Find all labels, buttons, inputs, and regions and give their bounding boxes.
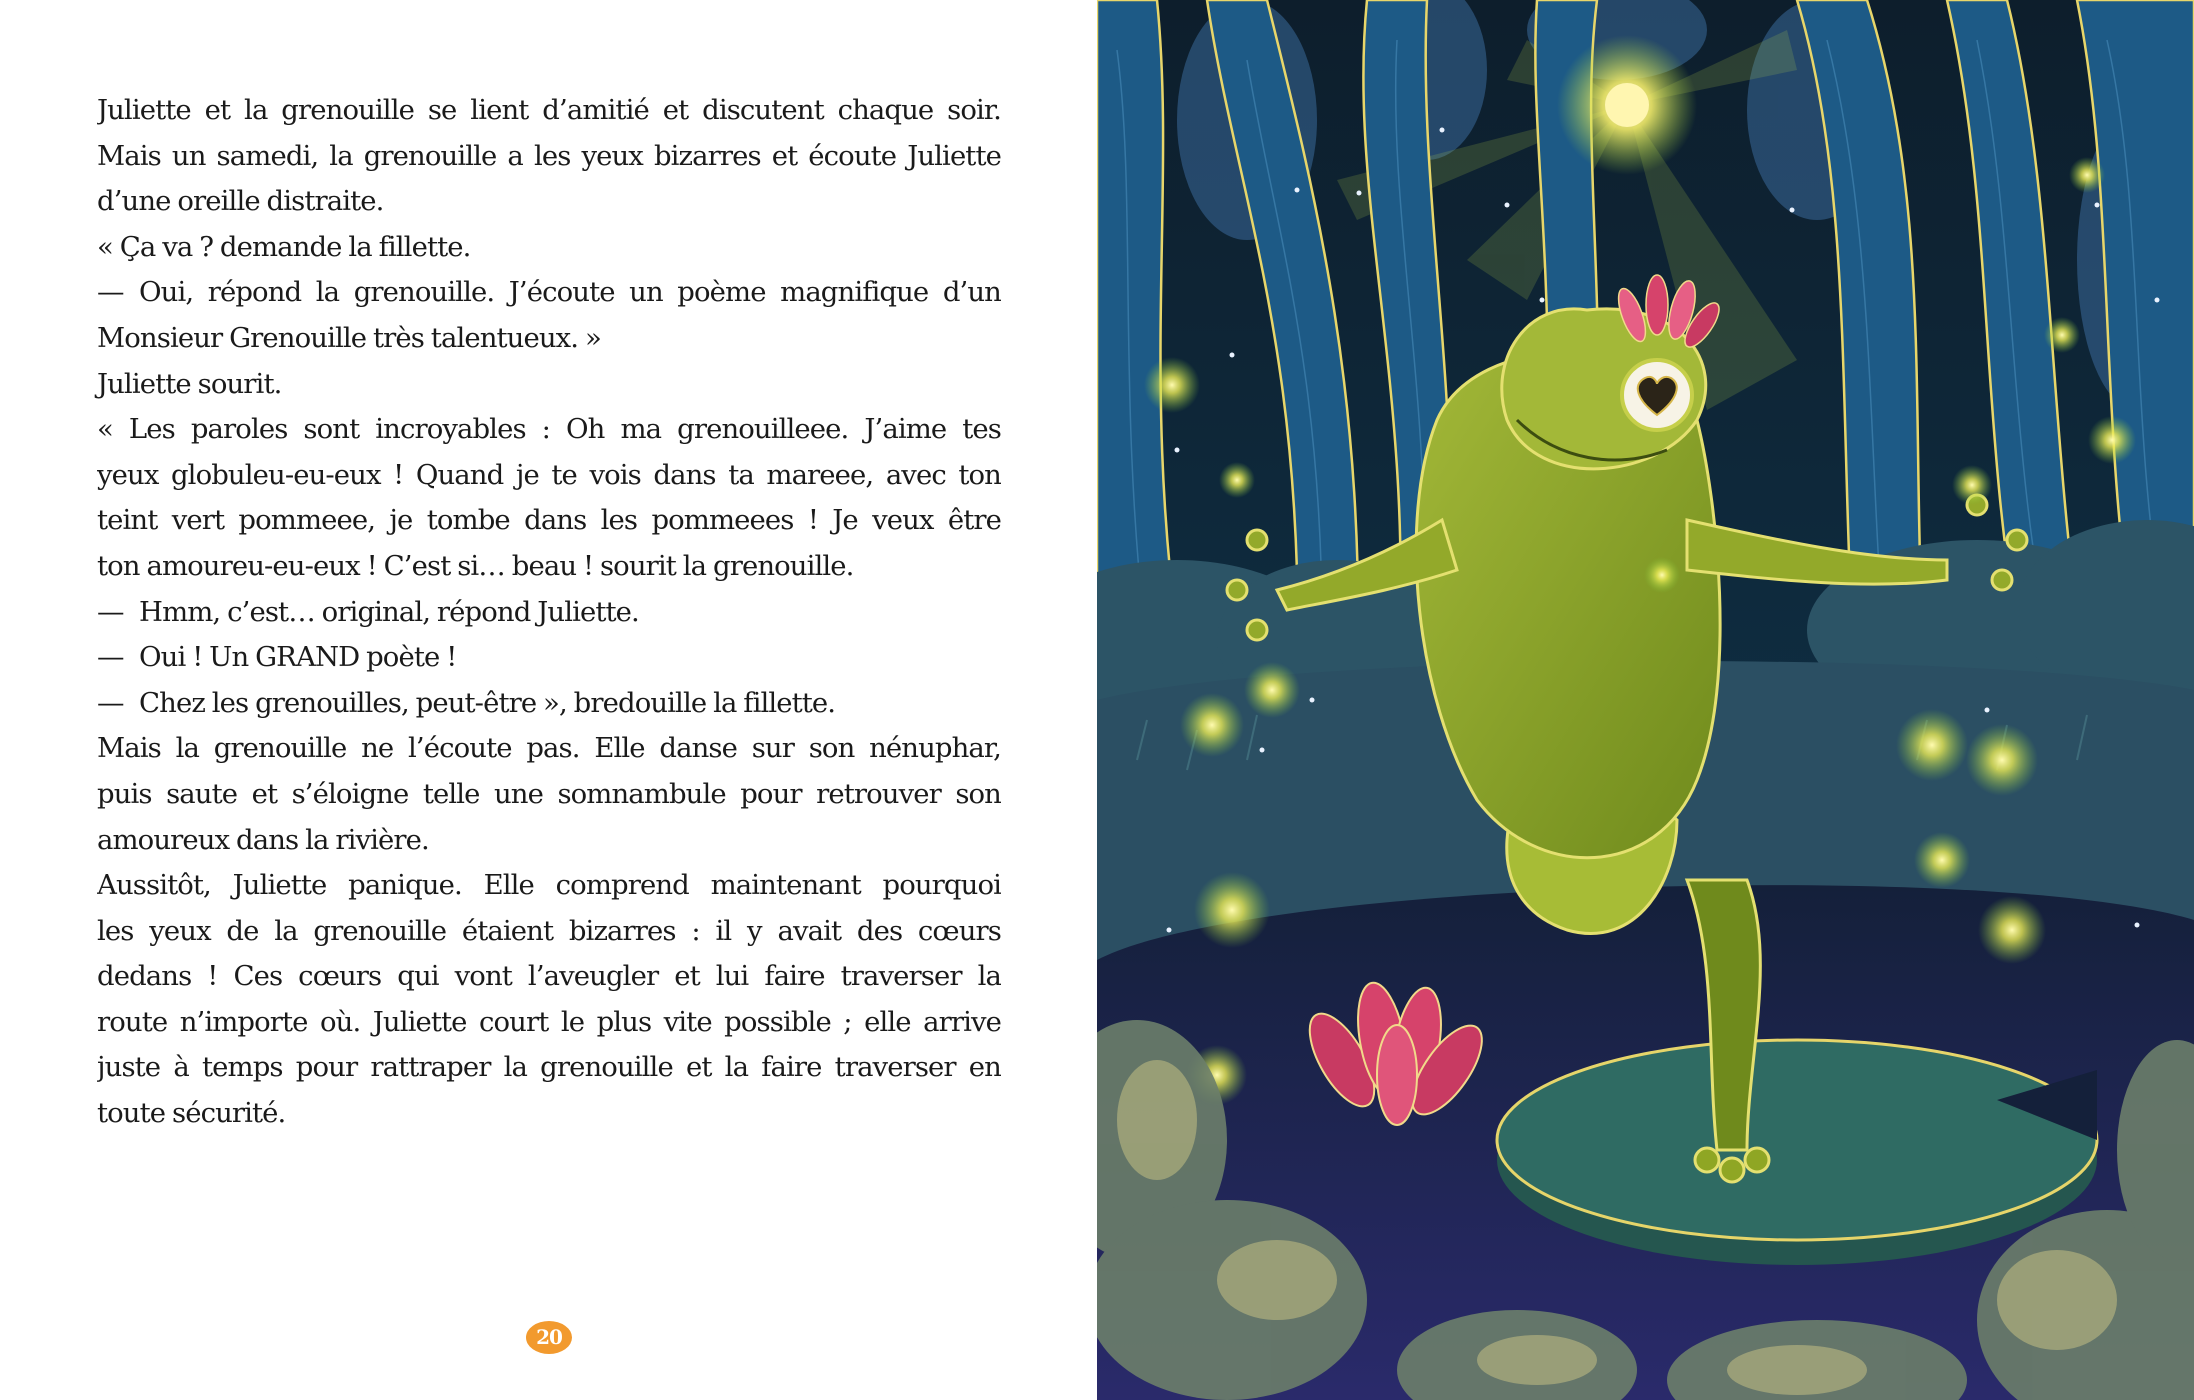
dialogue-dash: — (97, 276, 124, 309)
text-line (97, 316, 1001, 362)
text-line (97, 270, 1001, 316)
text-line-content: toute sécurité. (97, 1097, 286, 1130)
text-line-content: dedans ! Ces cœurs qui vont l’aveugler et lui faire traverser la (97, 960, 1001, 993)
text-line (97, 407, 1001, 453)
text-line (97, 544, 1001, 590)
text-line-content: Juliette sourit. (97, 367, 282, 400)
text-line (97, 772, 1001, 818)
text-line-content: « Les paroles sont incroyables : Oh ma grenouilleee. J’aime tes (97, 413, 1001, 446)
text-line-content: Hmm, c’est… original, répond Juliette. (139, 595, 639, 628)
page-number-badge: 20 (526, 1321, 572, 1354)
text-line-content: Oui ! Un GRAND poète ! (139, 641, 457, 674)
text-line-content: amoureux dans la rivière. (97, 823, 429, 856)
text-line (97, 88, 1001, 134)
frog-illustration (1097, 0, 2194, 1400)
text-line (97, 134, 1001, 180)
text-line-content: Mais la grenouille ne l’écoute pas. Elle danse sur son nénuphar, (97, 732, 1001, 765)
text-line (97, 590, 1001, 636)
text-line (97, 1000, 1001, 1046)
text-line-content: route n’importe où. Juliette court le plus vite possible ; elle arrive (97, 1005, 1001, 1038)
text-line (97, 362, 1001, 408)
dialogue-dash: — (97, 595, 124, 628)
text-line-content: puis saute et s’éloigne telle une somnambule pour retrouver son (97, 777, 1001, 810)
text-line-content: Aussitôt, Juliette panique. Elle comprend maintenant pourquoi (97, 869, 1001, 902)
text-line-content: d’une oreille distraite. (97, 185, 384, 218)
text-line (97, 818, 1001, 864)
text-line-content: ton amoureu-eu-eux ! C’est si… beau ! sourit la grenouille. (97, 549, 854, 582)
text-line-content: Monsieur Grenouille très talentueux. » (97, 321, 601, 354)
text-line-content: « Ça va ? demande la fillette. (97, 230, 471, 263)
text-line-content: Chez les grenouilles, peut-être », bredouille la fillette. (139, 686, 836, 719)
text-line (97, 726, 1001, 772)
text-line (97, 498, 1001, 544)
text-line (97, 1091, 1001, 1137)
text-line (97, 863, 1001, 909)
text-line-content: Oui, répond la grenouille. J’écoute un poème magnifique d’un (139, 276, 1001, 309)
lily-pad (1497, 1040, 2097, 1240)
dialogue-dash: — (97, 641, 124, 674)
text-line (97, 954, 1001, 1000)
story-text (97, 88, 1001, 1137)
text-line (97, 453, 1001, 499)
text-line (97, 225, 1001, 271)
text-line (97, 1045, 1001, 1091)
lantern-core (1605, 83, 1649, 127)
text-line (97, 635, 1001, 681)
text-line-content: Mais un samedi, la grenouille a les yeux bizarres et écoute Juliette (97, 139, 1001, 172)
text-line-content: juste à temps pour rattraper la grenouille et la faire traverser en (97, 1051, 1001, 1084)
text-line (97, 179, 1001, 225)
text-line-content: les yeux de la grenouille étaient bizarres : il y avait des cœurs (97, 914, 1001, 947)
text-line-content: yeux globuleu-eu-eux ! Quand je te vois dans ta mareee, avec ton (97, 458, 1001, 491)
dialogue-dash: — (97, 686, 124, 719)
text-line-content: Juliette et la grenouille se lient d’amitié et discutent chaque soir. (97, 94, 1001, 126)
text-line-content: teint vert pommeee, je tombe dans les pommeees ! Je veux être (97, 504, 1001, 537)
text-line (97, 909, 1001, 955)
illustration-page (1097, 0, 2194, 1400)
text-line (97, 681, 1001, 727)
